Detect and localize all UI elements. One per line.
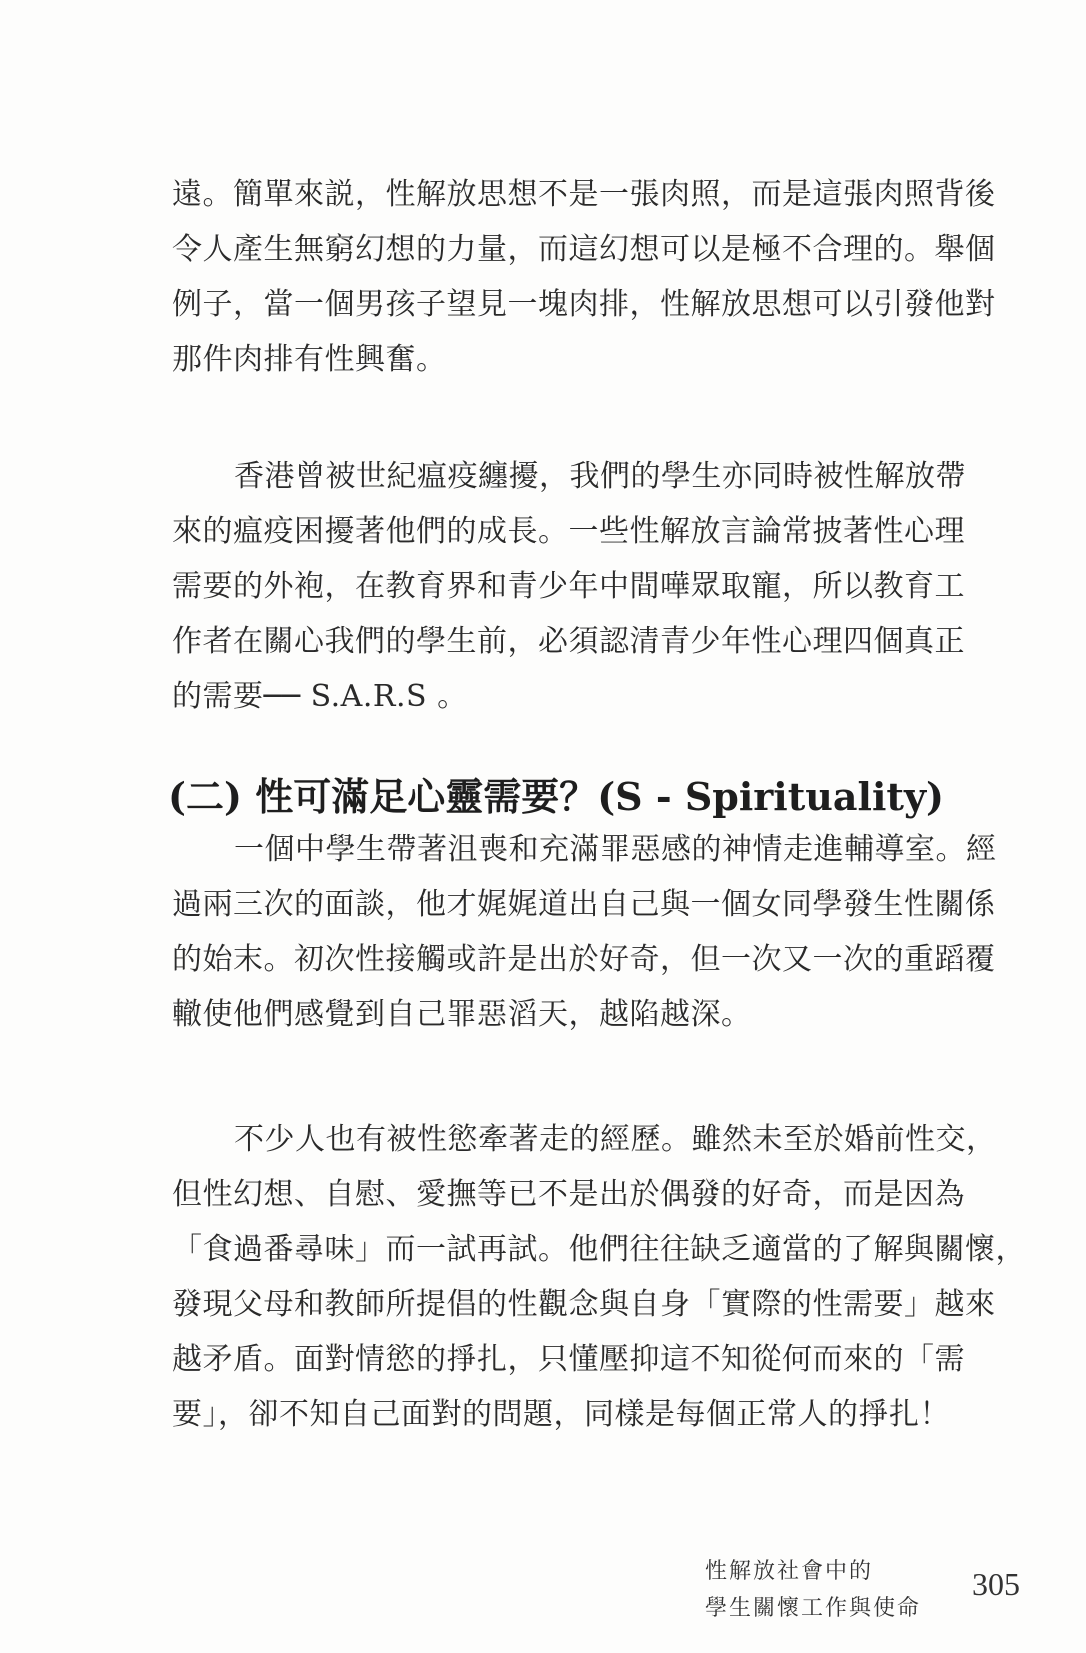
paragraph-3 (172, 822, 997, 1042)
paragraph-line: 遠。簡單來説，性解放思想不是一張肉照，而是這張肉照背後 (172, 177, 996, 212)
footer-title-line-1: 性解放社會中的 (705, 1559, 874, 1584)
section-heading: (二) 性可滿足心靈需要？(S - Spirituality) (168, 774, 945, 819)
paragraph-4 (172, 1112, 1026, 1442)
paragraph-line: 不少人也有被性慾牽著走的經歷。雖然未至於婚前性交， (234, 1122, 997, 1157)
paragraph-line: 發現父母和教師所提倡的性觀念與自身「實際的性需要」越來 (172, 1287, 996, 1322)
footer-title-line-2: 學生關懷工作與使命 (705, 1596, 922, 1621)
paragraph-line: 那件肉排有性興奮。 (172, 342, 447, 377)
paragraph-line: 轍使他們感覺到自己罪惡滔天，越陷越深。 (172, 997, 752, 1032)
paragraph-line: 香港曾被世紀瘟疫纏擾，我們的學生亦同時被性解放帶 (234, 459, 966, 494)
running-footer-title (705, 1553, 921, 1627)
paragraph-line: 越矛盾。面對情慾的掙扎，只懂壓抑這不知從何而來的「需 (172, 1342, 965, 1377)
paragraph-2 (172, 449, 966, 724)
paragraph-line: 例子，當一個男孩子望見一塊肉排，性解放思想可以引發他對 (172, 287, 996, 322)
paragraph-line: 的始末。初次性接觸或許是出於好奇，但一次又一次的重蹈覆 (172, 942, 996, 977)
paragraph-line: 的需要── S.A.R.S 。 (172, 679, 468, 714)
paragraph-line: 來的瘟疫困擾著他們的成長。一些性解放言論常披著性心理 (172, 514, 965, 549)
paragraph-line: 要」，卻不知自己面對的問題，同樣是每個正常人的掙扎！ (172, 1397, 950, 1432)
page-number: 305 (972, 1566, 1020, 1602)
paragraph-line: 需要的外袍，在教育界和青少年中間嘩眾取寵，所以教育工 (172, 569, 965, 604)
paragraph-1 (172, 167, 996, 387)
paragraph-line: 作者在關心我們的學生前，必須認清青少年性心理四個真正 (172, 624, 965, 659)
paragraph-line: 過兩三次的面談，他才娓娓道出自己與一個女同學發生性關係 (172, 887, 996, 922)
paragraph-line: 「食過番尋味」而一試再試。他們往往缺乏適當的了解與關懷， (172, 1232, 1026, 1267)
paragraph-line: 一個中學生帶著沮喪和充滿罪惡感的神情走進輔導室。經 (234, 832, 997, 867)
paragraph-line: 令人產生無窮幻想的力量，而這幻想可以是極不合理的。舉個 (172, 232, 996, 267)
paragraph-line: 但性幻想、自慰、愛撫等已不是出於偶發的好奇，而是因為 (172, 1177, 965, 1212)
